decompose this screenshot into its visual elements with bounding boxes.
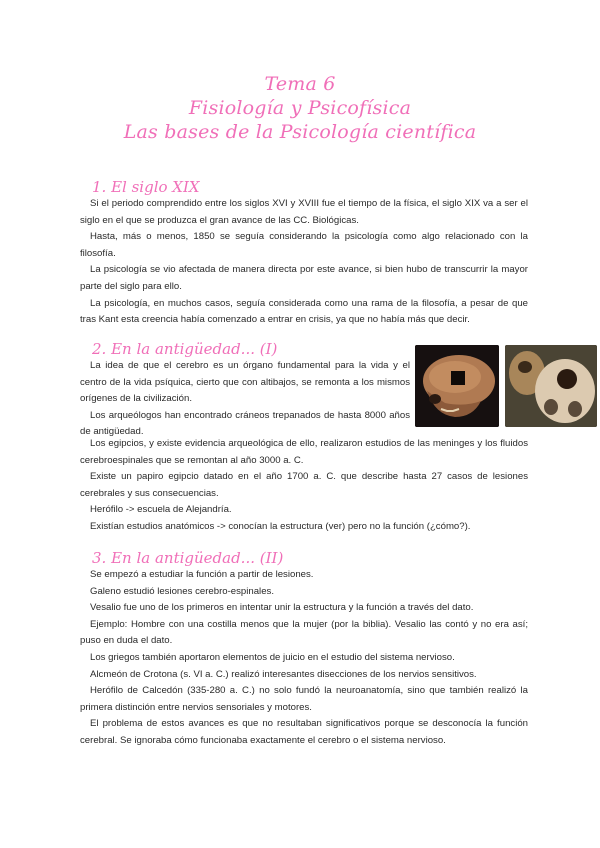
trepanned-skulls-image	[505, 345, 597, 427]
paragraph: Los griegos también aportaron elementos de juicio en el estudio del sistema nervioso.	[90, 651, 455, 663]
section-3-body	[80, 567, 528, 750]
paragraph: Existe un papiro egipcio datado en el año 1700 a. C. que describe hasta 27 casos de lesiones cerebrales y sus consecuencias.	[80, 471, 528, 499]
paragraph: Los arqueólogos han encontrado cráneos trepanados de hasta 8000 años de antigüedad.	[80, 409, 410, 438]
paragraph: Herófilo de Calcedón (335-280 a. C.) no solo fundó la neuroanatomía, sino que también realizó la primera distinción entre nervios sensoriales y motores.	[80, 685, 528, 713]
section-1-heading: 1. El siglo XIX	[92, 178, 200, 196]
paragraph: El problema de estos avances es que no resultaban significativos porque se desconocía la función cerebral. Se ignoraba cómo funcionaba exactamente el cerebro o el sistema nervioso.	[80, 718, 528, 746]
trepanned-skull-image	[415, 345, 499, 427]
title-line-1: Tema 6	[264, 73, 336, 95]
paragraph: Si el periodo comprendido entre los siglos XVI y XVIII fue el tiempo de la física, el siglo XIX va a ser el siglo en el que se produzca el gran avance de las CC. Biológicas.	[80, 198, 528, 226]
paragraph: Alcmeón de Crotona (s. VI a. C.) realizó interesantes disecciones de los nervios sensitivos.	[90, 668, 477, 680]
paragraph: Herófilo -> escuela de Alejandría.	[90, 504, 232, 516]
section-3-heading: 3. En la antigüedad... (II)	[92, 549, 284, 567]
paragraph: Hasta, más o menos, 1850 se seguía considerando la psicología como algo relacionado con la filosofía.	[80, 231, 528, 259]
paragraph: Vesalio fue uno de los primeros en intentar unir la estructura y la función a través del dato.	[90, 602, 474, 614]
paragraph: Ejemplo: Hombre con una costilla menos que la mujer (por la biblia). Vesalio las contó y no era así; puso en duda el dato.	[80, 618, 528, 647]
section-2-body-bottom	[80, 436, 528, 536]
skull-icon	[415, 345, 499, 427]
paragraph: Los egipcios, y existe evidencia arqueológica de ello, realizaron estudios de las meninges y los fluidos cerebroespinales que se remontan al año 3000 a. C.	[80, 438, 528, 466]
skulls-icon	[505, 345, 597, 427]
section-1-body	[80, 196, 528, 329]
paragraph: Existían estudios anatómicos -> conocían la estructura (ver) pero no la función (¿cómo?).	[90, 520, 471, 532]
title-line-2: Fisiología y Psicofísica	[188, 97, 412, 119]
paragraph: La psicología se vio afectada de manera directa por este avance, si bien hubo de transcurrir la mayor parte del siglo para ello.	[80, 264, 528, 292]
section-2-body-top	[80, 358, 410, 441]
paragraph: La psicología, en muchos casos, seguía considerada como una rama de la filosofía, a pesar de que tras Kant esta creencia había comenzado a entrar en crisis, ya que no había más que decir.	[80, 297, 528, 326]
paragraph: Galeno estudió lesiones cerebro-espinales.	[90, 585, 274, 597]
paragraph: Se empezó a estudiar la función a partir de lesiones.	[90, 569, 314, 580]
title-line-3: Las bases de la Psicología científica	[123, 121, 477, 143]
section-2-heading: 2. En la antigüedad... (I)	[92, 340, 278, 358]
page-title	[0, 72, 600, 144]
paragraph: La idea de que el cerebro es un órgano fundamental para la vida y el centro de la vida psíquica, cierto que con altibajos, se remonta a los mismos orígenes de la civilización.	[80, 360, 410, 405]
